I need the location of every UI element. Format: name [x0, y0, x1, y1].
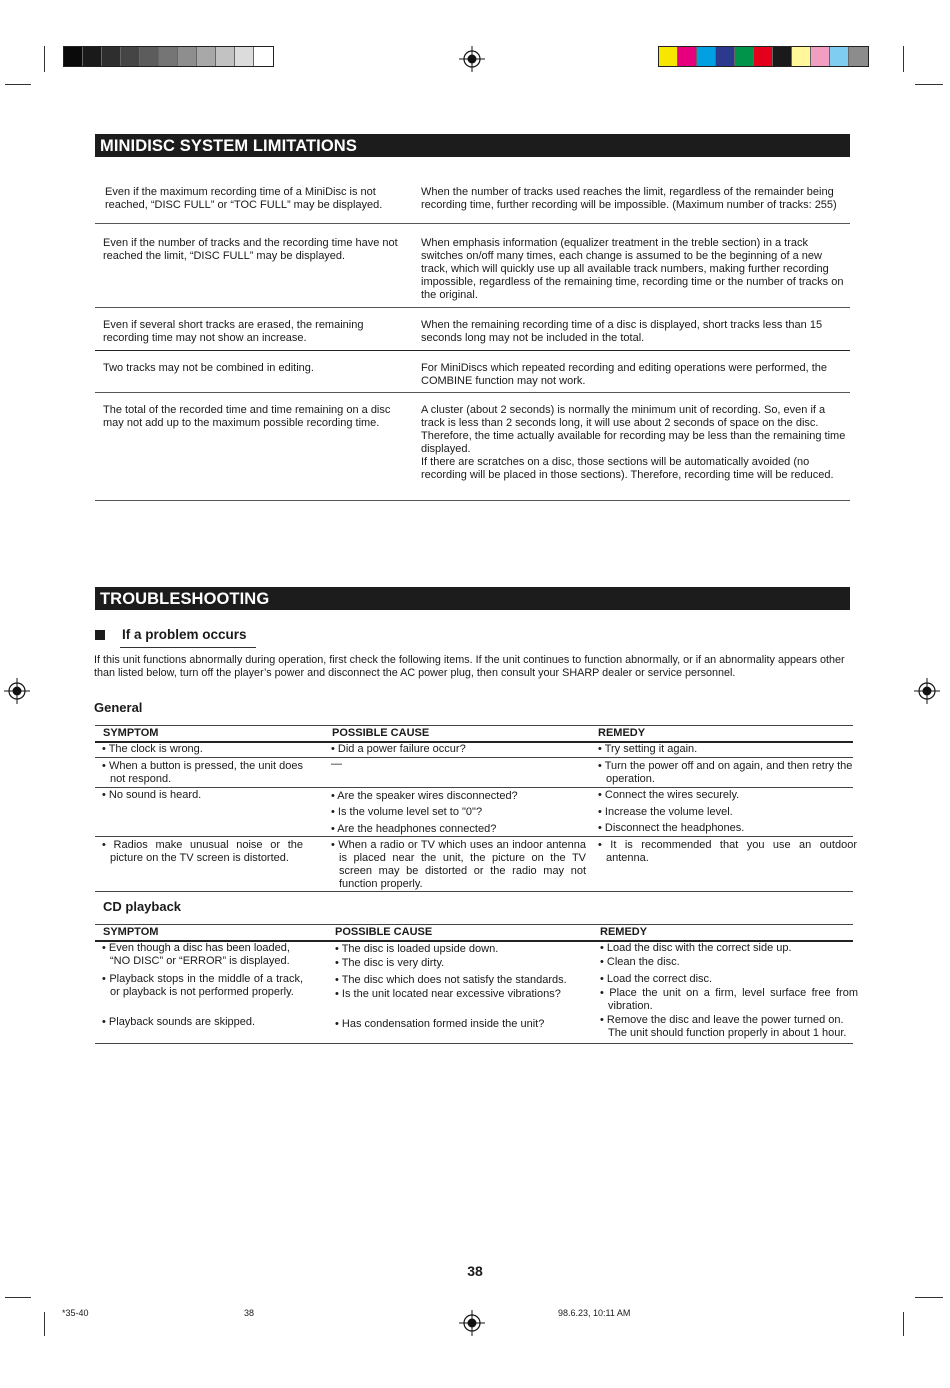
remedy-header: REMEDY [598, 727, 646, 739]
table-rule [95, 725, 853, 726]
page-number: 38 [467, 1263, 483, 1279]
limitation-case: Two tracks may not be combined in editing. [103, 362, 314, 374]
color-calibration-strip [658, 46, 869, 67]
remedy-header: REMEDY [600, 926, 648, 938]
calibration-swatch [678, 47, 697, 66]
footer-timestamp: 98.6.23, 10:11 AM [558, 1308, 631, 1318]
remedy-cell: • Clean the disc. [600, 956, 680, 968]
limitation-row [95, 307, 850, 351]
calibration-swatch [792, 47, 811, 66]
calibration-swatch [83, 47, 102, 66]
limitation-row [95, 178, 850, 224]
table-rule [95, 787, 853, 788]
calibration-swatch [773, 47, 792, 66]
limitation-explanation: A cluster (about 2 seconds) is normally the minimum unit of recording. So, even if a track is less than 2 seconds long, it will use about 2 seconds of space on the disc. Therefore, the time actually available for recording may be less than the remaining time displayed. If there are scratches on a disc, those sections will be automatically avoided (no recording will be placed in those sections). Therefore, recording time will be reduced. [421, 404, 846, 481]
table-rule [95, 757, 853, 758]
calibration-swatch [216, 47, 235, 66]
limitation-case: Even if the maximum recording time of a MiniDisc is not reached, “DISC FULL” or “TOC FULL” may be displayed. [105, 186, 383, 211]
cause-cell: • The disc is loaded upside down. [335, 943, 499, 955]
limitation-row [95, 223, 850, 308]
gray-calibration-strip [63, 46, 274, 67]
footer-page-ref: 38 [244, 1308, 255, 1318]
registration-mark-icon [914, 678, 940, 704]
cause-cell: • The disc which does not satisfy the standards. [335, 974, 567, 986]
calibration-swatch [811, 47, 830, 66]
calibration-swatch [830, 47, 849, 66]
calibration-swatch [849, 47, 868, 66]
cause-cell: • The disc is very dirty. [335, 957, 445, 969]
symptom-cell: • Playback stops in the middle of a track, or playback is not performed properly. [102, 973, 303, 998]
remedy-cell: • Place the unit on a firm, level surface free from vibration. [600, 987, 858, 1012]
footer-file-code: *35-40 [62, 1308, 89, 1318]
cause-cell: • When a radio or TV which uses an indoor antenna is placed near the unit, the picture on the TV screen may be distorted or the radio may not function properly. [331, 839, 586, 890]
calibration-swatch [716, 47, 735, 66]
square-bullet-icon [95, 630, 105, 640]
symptom-header: SYMPTOM [103, 926, 159, 938]
symptom-cell: • Even though a disc has been loaded, “NO DISC” or “ERROR” is displayed. [102, 942, 290, 967]
calibration-swatch [254, 47, 273, 66]
crop-mark [915, 84, 943, 85]
symptom-cell: • When a button is pressed, the unit does not respond. [102, 760, 303, 785]
remedy-cell: • Try setting it again. [598, 743, 698, 755]
calibration-swatch [735, 47, 754, 66]
subheading-underline [120, 647, 256, 648]
calibration-swatch [697, 47, 716, 66]
table-rule [95, 836, 853, 837]
calibration-swatch [121, 47, 140, 66]
crop-mark [44, 1312, 45, 1336]
calibration-swatch [197, 47, 216, 66]
symptom-cell: • The clock is wrong. [102, 743, 203, 755]
limitation-row [95, 351, 850, 393]
troubleshooting-title: TROUBLESHOOTING [95, 587, 850, 610]
crop-mark [5, 1297, 31, 1298]
limitation-explanation: When the remaining recording time of a disc is displayed, short tracks less than 15 seconds long may not be included in the total. [421, 319, 823, 344]
remedy-cell: • It is recommended that you use an outdoor antenna. [598, 839, 857, 864]
crop-mark [44, 46, 45, 72]
crop-mark [5, 84, 31, 85]
cause-cell: • Are the speaker wires disconnected? [331, 790, 518, 802]
calibration-swatch [159, 47, 178, 66]
remedy-cell: • Increase the volume level. [598, 806, 733, 818]
calibration-swatch [64, 47, 83, 66]
limitation-case: The total of the recorded time and time remaining on a disc may not add up to the maximum possible recording time. [103, 404, 391, 429]
cause-cell: • Are the headphones connected? [331, 823, 497, 835]
calibration-swatch [178, 47, 197, 66]
limitation-explanation: When emphasis information (equalizer treatment in the treble section) in a track switches on/off many times, each change is assumed to be the beginning of a new track, which will quickly use up all available track numbers, making further recording impossible, regardless of the remaining time, recording time or the number of tracks on the original. [421, 237, 844, 301]
calibration-swatch [659, 47, 678, 66]
symptom-cell: • Playback sounds are skipped. [102, 1016, 256, 1028]
symptom-cell: • No sound is heard. [102, 789, 202, 801]
cd-playback-heading: CD playback [103, 899, 182, 914]
limitation-explanation: For MiniDiscs which repeated recording and editing operations were performed, the COMBINE function may not work. [421, 362, 827, 387]
limitation-case: Even if several short tracks are erased, the remaining recording time may not show an increase. [103, 319, 364, 344]
cause-cell: • Did a power failure occur? [331, 743, 466, 755]
crop-mark [903, 46, 904, 72]
calibration-swatch [140, 47, 159, 66]
intro-paragraph: If this unit functions abnormally during operation, first check the following items. If the unit continues to function abnormally, or if an abnormality appears other than listed below, turn off the player’s power and disconnect the AC power plug, then consult your SHARP dealer or service personnel. [94, 654, 845, 679]
remedy-cell: • Load the disc with the correct side up. [600, 942, 792, 954]
crop-mark [915, 1297, 943, 1298]
remedy-cell: • Remove the disc and leave the power turned on. The unit should function properly in about 1 hour. [600, 1014, 847, 1039]
general-heading: General [94, 700, 143, 715]
limitation-case: Even if the number of tracks and the recording time have not reached the limit, “DISC FULL” may be displayed. [103, 237, 398, 262]
remedy-cell: • Disconnect the headphones. [598, 822, 745, 834]
subheading: If a problem occurs [122, 627, 247, 642]
cause-cell: • Is the volume level set to "0"? [331, 806, 483, 818]
table-rule [95, 924, 853, 925]
symptom-header: SYMPTOM [103, 727, 159, 739]
cause-header: POSSIBLE CAUSE [332, 727, 430, 739]
symptom-cell: • Radios make unusual noise or the picture on the TV screen is distorted. [102, 839, 303, 864]
limitation-explanation: When the number of tracks used reaches the limit, regardless of the remainder being recording time, further recording will be impossible. (Maximum number of tracks: 255) [421, 186, 837, 211]
remedy-cell: • Connect the wires securely. [598, 789, 740, 801]
cause-cell: • Is the unit located near excessive vibrations? [335, 988, 561, 1000]
limitations-title: MINIDISC SYSTEM LIMITATIONS [95, 134, 850, 157]
calibration-swatch [754, 47, 773, 66]
calibration-swatch [102, 47, 121, 66]
cause-cell: • Has condensation formed inside the unit? [335, 1018, 545, 1030]
table-rule [95, 1043, 853, 1044]
registration-mark-icon [459, 46, 485, 72]
calibration-swatch [235, 47, 254, 66]
table-rule [95, 891, 853, 892]
crop-mark [903, 1312, 904, 1336]
remedy-cell: • Load the correct disc. [600, 973, 713, 985]
cause-cell: — [331, 758, 342, 770]
registration-mark-icon [4, 678, 30, 704]
limitation-row [95, 392, 850, 501]
remedy-cell: • Turn the power off and on again, and then retry the operation. [598, 760, 853, 785]
registration-mark-icon [459, 1310, 485, 1336]
cause-header: POSSIBLE CAUSE [335, 926, 433, 938]
